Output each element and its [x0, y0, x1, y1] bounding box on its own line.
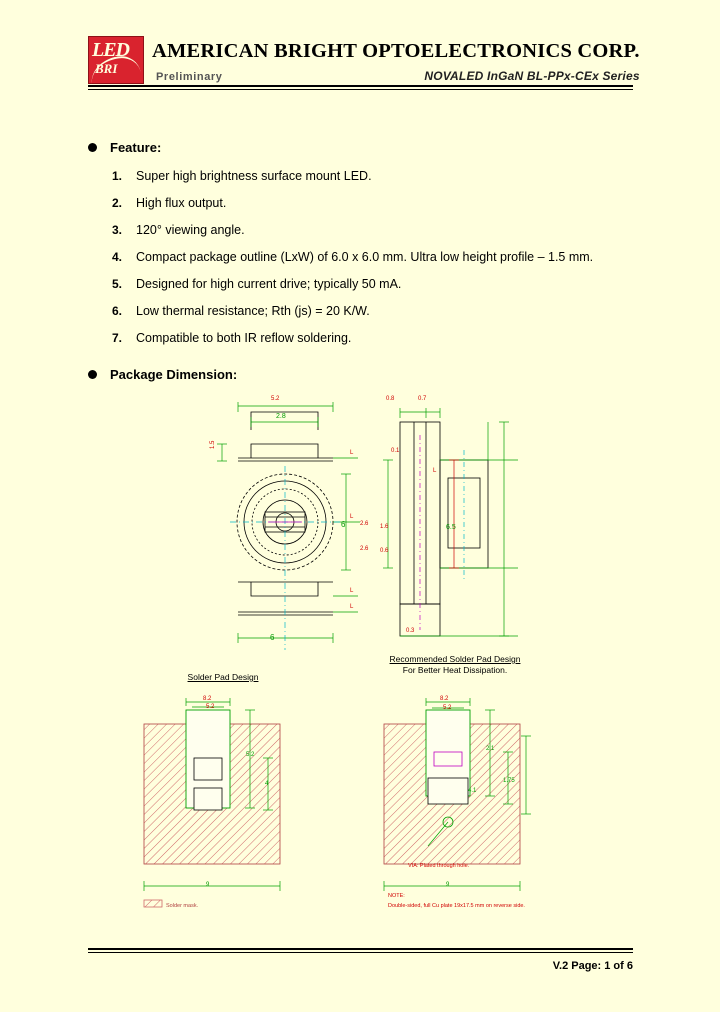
dim-top-5-2: 5.2 — [271, 396, 280, 402]
package-section-heading — [88, 367, 633, 382]
package-heading-label: Package Dimension: — [110, 367, 238, 382]
solder-pad-caption — [138, 672, 308, 682]
page-header — [88, 34, 640, 90]
dim-rpad-4-1: 4.1 — [468, 788, 477, 794]
page-footer — [88, 948, 633, 972]
feature-section-heading — [88, 140, 633, 155]
list-item-number: 4. — [112, 250, 123, 264]
dim-top-6-vert: 6 — [341, 520, 346, 529]
list-item-text: Compatible to both IR reflow soldering. — [136, 331, 352, 345]
feature-heading-label: Feature: — [110, 140, 162, 155]
list-item-number: 7. — [112, 331, 123, 345]
label-L-side: L — [433, 468, 437, 474]
list-item — [112, 223, 633, 237]
dim-rpad-1-75: 1.75 — [503, 778, 515, 784]
dim-side-6-5: 6.5 — [446, 524, 456, 531]
dim-rpad-5-2: 5.2 — [443, 705, 452, 711]
list-item-text: Compact package outline (LxW) of 6.0 x 6.0 mm. Ultra low height profile – 1.5 mm. — [136, 250, 594, 264]
list-item-number: 5. — [112, 277, 123, 291]
list-item-text: Low thermal resistance; Rth (js) = 20 K/W. — [136, 304, 370, 318]
list-item — [112, 196, 633, 210]
dim-side-2-6b: 2.6 — [360, 546, 369, 552]
bullet-icon — [88, 370, 97, 379]
list-item — [112, 331, 633, 345]
recommended-pad-caption — [360, 654, 550, 677]
dim-pad-9: 9 — [206, 882, 210, 888]
dim-pad-4: 4 — [265, 781, 269, 787]
list-item-text: High flux output. — [136, 196, 227, 210]
header-divider — [88, 85, 633, 90]
package-drawings — [88, 396, 633, 926]
dim-side-0-8: 0.8 — [386, 396, 395, 402]
solder-mask-legend: Solder mask. — [166, 903, 199, 909]
label-L-top: L — [350, 450, 354, 456]
recommended-pad-caption-line1: Recommended Solder Pad Design — [389, 654, 521, 664]
logo-led-text: LED — [92, 39, 129, 61]
dim-side-0-3: 0.3 — [406, 628, 415, 634]
page-content — [88, 140, 633, 926]
list-item-number: 2. — [112, 196, 123, 210]
list-item — [112, 277, 633, 291]
label-L-low: L — [350, 588, 354, 594]
label-L-mid: L — [350, 514, 354, 520]
dim-pad-8-2: 8.2 — [203, 696, 212, 702]
dim-side-2-6a: 2.6 — [360, 521, 369, 527]
dim-side-0-7: 0.7 — [418, 396, 427, 402]
dim-top-2-8: 2.8 — [276, 413, 286, 420]
series-label: NOVALED InGaN BL-PPx-CEx Series — [424, 69, 640, 83]
feature-list — [88, 169, 633, 345]
list-item-number: 1. — [112, 169, 123, 183]
list-item-number: 6. — [112, 304, 123, 318]
list-item — [112, 169, 633, 183]
list-item-number: 3. — [112, 223, 123, 237]
via-label: VIA: Plated through hole. — [408, 863, 470, 869]
list-item-text: Designed for high current drive; typically 50 mA. — [136, 277, 402, 291]
dim-side-0-6: 0.6 — [380, 548, 389, 554]
dim-side-0-1: 0.1 — [391, 448, 400, 454]
side-view-drawing — [378, 400, 568, 660]
list-item — [112, 250, 633, 264]
dim-rpad-8-2: 8.2 — [440, 696, 449, 702]
label-L-bot: L — [350, 604, 354, 610]
note-text: Double-sided, full Cu plate 19x17.5 mm on reverse side. — [388, 903, 525, 909]
note-title: NOTE: — [388, 893, 405, 899]
list-item-text: Super high brightness surface mount LED. — [136, 169, 372, 183]
dim-pad-5-2b: 5.2 — [246, 752, 255, 758]
recommended-pad-caption-line2: For Better Heat Dissipation. — [402, 665, 508, 676]
preliminary-label: Preliminary — [156, 71, 223, 83]
bullet-icon — [88, 143, 97, 152]
recommended-pad-drawing — [358, 696, 588, 911]
dim-rpad-9: 9 — [446, 882, 450, 888]
solder-pad-drawing — [118, 696, 338, 911]
dim-top-6-horiz: 6 — [270, 633, 275, 642]
list-item — [112, 304, 633, 318]
logo-bri-text: BRI — [95, 61, 118, 76]
company-title: AMERICAN BRIGHT OPTOELECTRONICS CORP. — [152, 40, 640, 62]
footer-divider — [88, 948, 633, 953]
dim-top-1-5: 1.5 — [210, 440, 216, 449]
company-logo — [88, 36, 142, 82]
dim-side-1-6: 1.6 — [380, 524, 389, 530]
solder-pad-caption-text: Solder Pad Design — [187, 672, 259, 682]
dim-rpad-2-1: 2.1 — [486, 746, 495, 752]
list-item-text: 120° viewing angle. — [136, 223, 245, 237]
page-number: V.2 Page: 1 of 6 — [552, 960, 633, 972]
dim-pad-5-2: 5.2 — [206, 704, 215, 710]
